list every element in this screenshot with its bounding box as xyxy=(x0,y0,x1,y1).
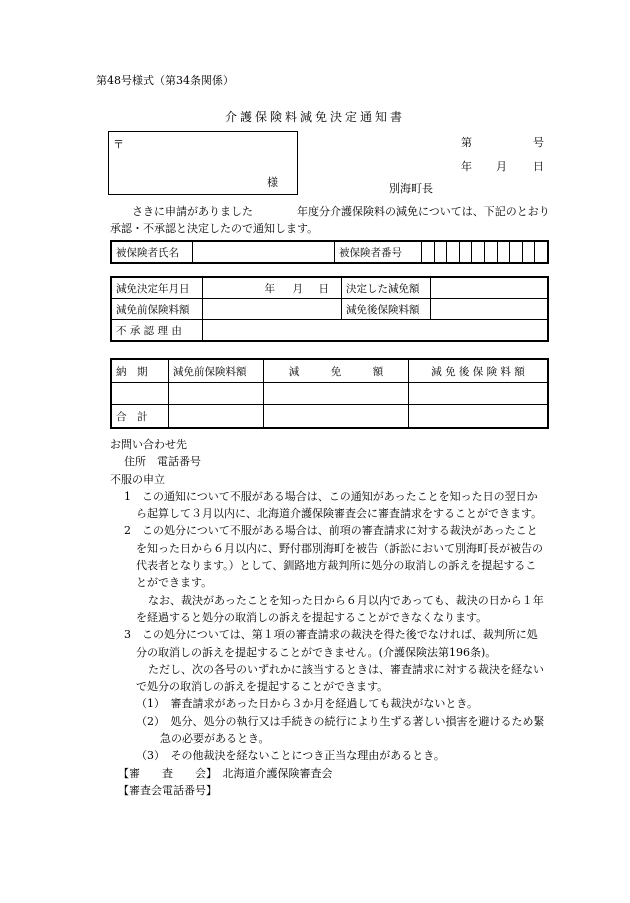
appeal-sub2-line1: （2） 処分、処分の執行又は手続きの続行により生ずる著しい損害を避けるため緊 xyxy=(136,714,545,728)
issuer: 別海町長 xyxy=(389,182,433,195)
total-label: 合 計 xyxy=(111,405,169,429)
due-cell[interactable] xyxy=(111,383,169,405)
appeal-item2-line4: とができます。 xyxy=(136,576,213,590)
before-cell[interactable] xyxy=(169,383,264,405)
after-amount-field[interactable] xyxy=(431,299,549,320)
inquiry-phone: 電話番号 xyxy=(157,455,201,469)
notes-section xyxy=(110,436,550,799)
header-before: 減免前保険料額 xyxy=(169,359,264,383)
decision-date-month: 月 xyxy=(292,282,303,295)
inquiry-heading: お問い合わせ先 xyxy=(110,438,187,451)
header-after: 減 免 後 保 険 料 額 xyxy=(409,359,549,383)
reduction-cell[interactable] xyxy=(264,383,409,405)
appeal-item1-line1: 1 この通知について不服がある場合は、この通知があったことを知った日の翌日か xyxy=(124,489,538,503)
form-number: 第48号様式（第34条関係） xyxy=(96,74,234,87)
appeal-item2-line5: なお、裁決があったことを知った日から６月以内であっても、裁決の日から１年 xyxy=(148,593,544,607)
header-reduction: 減 免 額 xyxy=(264,359,409,383)
inquiry-address: 住所 xyxy=(124,455,146,469)
address-box xyxy=(108,131,298,195)
decision-date-day: 日 xyxy=(318,282,329,295)
document-title: 介護保険料減免決定通知書 xyxy=(224,110,405,124)
decision-table xyxy=(110,276,549,342)
insured-number-label: 被保険者番号 xyxy=(335,241,422,263)
intro-line1-a: さきに申請がありました xyxy=(132,205,253,218)
decided-amount-field[interactable] xyxy=(431,277,549,299)
header-due: 納 期 xyxy=(111,359,169,383)
appeal-sub2-line2: 急の必要があるとき。 xyxy=(160,732,270,746)
reason-field[interactable] xyxy=(203,320,549,342)
insured-name-field[interactable] xyxy=(193,241,335,263)
payment-table xyxy=(110,358,549,429)
after-amount-label: 減免後保険料額 xyxy=(342,299,431,320)
intro-line1-b: 年度分介護保険料の減免については、下記のとおり xyxy=(297,205,550,218)
date-year: 年 xyxy=(461,160,472,173)
insured-name-label: 被保険者氏名 xyxy=(111,241,193,263)
appeal-item2-line1: 2 この処分について不服がある場合は、前項の審査請求に対する裁決があったこと xyxy=(124,524,538,538)
total-after-cell[interactable] xyxy=(409,405,549,429)
decision-date-label: 減免決定年月日 xyxy=(111,277,203,299)
appeal-item3-line3: ただし、次の各号のいずれかに該当するときは、審査請求に対する裁決を経ない xyxy=(148,662,544,676)
date-month: 月 xyxy=(496,160,507,173)
before-amount-field[interactable] xyxy=(203,299,342,320)
before-amount-label: 減免前保険料額 xyxy=(111,299,203,320)
postal-mark: 〒 xyxy=(113,138,124,151)
appeal-heading: 不服の申立 xyxy=(110,472,165,486)
council-label: 【審 査 会】 xyxy=(118,766,212,780)
total-reduction-cell[interactable] xyxy=(264,405,409,429)
appeal-sub1: （1） 審査請求があった日から３か月を経過しても裁決がないとき。 xyxy=(136,697,478,711)
inquiry-contact xyxy=(110,453,550,470)
appeal-item2-line2: を知った日から６月以内に、野付郡別海町を被告（訴訟において別海町長が被告の xyxy=(136,541,543,555)
doc-no-suffix: 号 xyxy=(533,136,544,149)
appeal-item2-line6: を経過すると処分の取消しの訴えを提起することができなくなります。 xyxy=(136,610,488,624)
council-phone-label: 【審査会電話番号】 xyxy=(118,783,217,797)
total-before-cell[interactable] xyxy=(169,405,264,429)
appeal-item2-line3: 代表者となります。）として、釧路地方裁判所に処分の取消しの訴えを提起するこ xyxy=(136,559,537,573)
insured-table xyxy=(110,240,549,264)
appeal-item1-line2: ら起算して３月以内に、北海道介護保険審査会に審査請求をすることができます。 xyxy=(136,507,543,521)
reason-label: 不 承 認 理 由 xyxy=(111,320,203,342)
doc-no-prefix: 第 xyxy=(461,136,472,149)
appeal-sub3: （3） その他裁決を経ないことにつき正当な理由があるとき。 xyxy=(136,749,445,763)
date-day: 日 xyxy=(533,160,544,173)
appeal-item3-line1: 3 この処分については、第１項の審査請求の裁決を得た後でなければ、裁判所に処 xyxy=(124,628,538,642)
intro-line2: 承認・不承認と決定したので通知します。 xyxy=(110,222,319,235)
decision-date-year: 年 xyxy=(264,282,275,295)
honorific: 様 xyxy=(267,176,278,189)
appeal-item3-line2: 分の取消しの訴えを提起することができません。(介護保険法第196条)。 xyxy=(136,645,497,659)
decision-date-field[interactable] xyxy=(203,277,342,299)
council-line xyxy=(110,765,550,782)
council-name: 北海道介護保険審査会 xyxy=(222,766,333,780)
after-cell[interactable] xyxy=(409,383,549,405)
insured-number-field[interactable] xyxy=(422,241,549,263)
decided-amount-label: 決定した減免額 xyxy=(342,277,431,299)
appeal-item3-line4: で処分の取消しの訴えを提起することができます。 xyxy=(136,680,389,694)
